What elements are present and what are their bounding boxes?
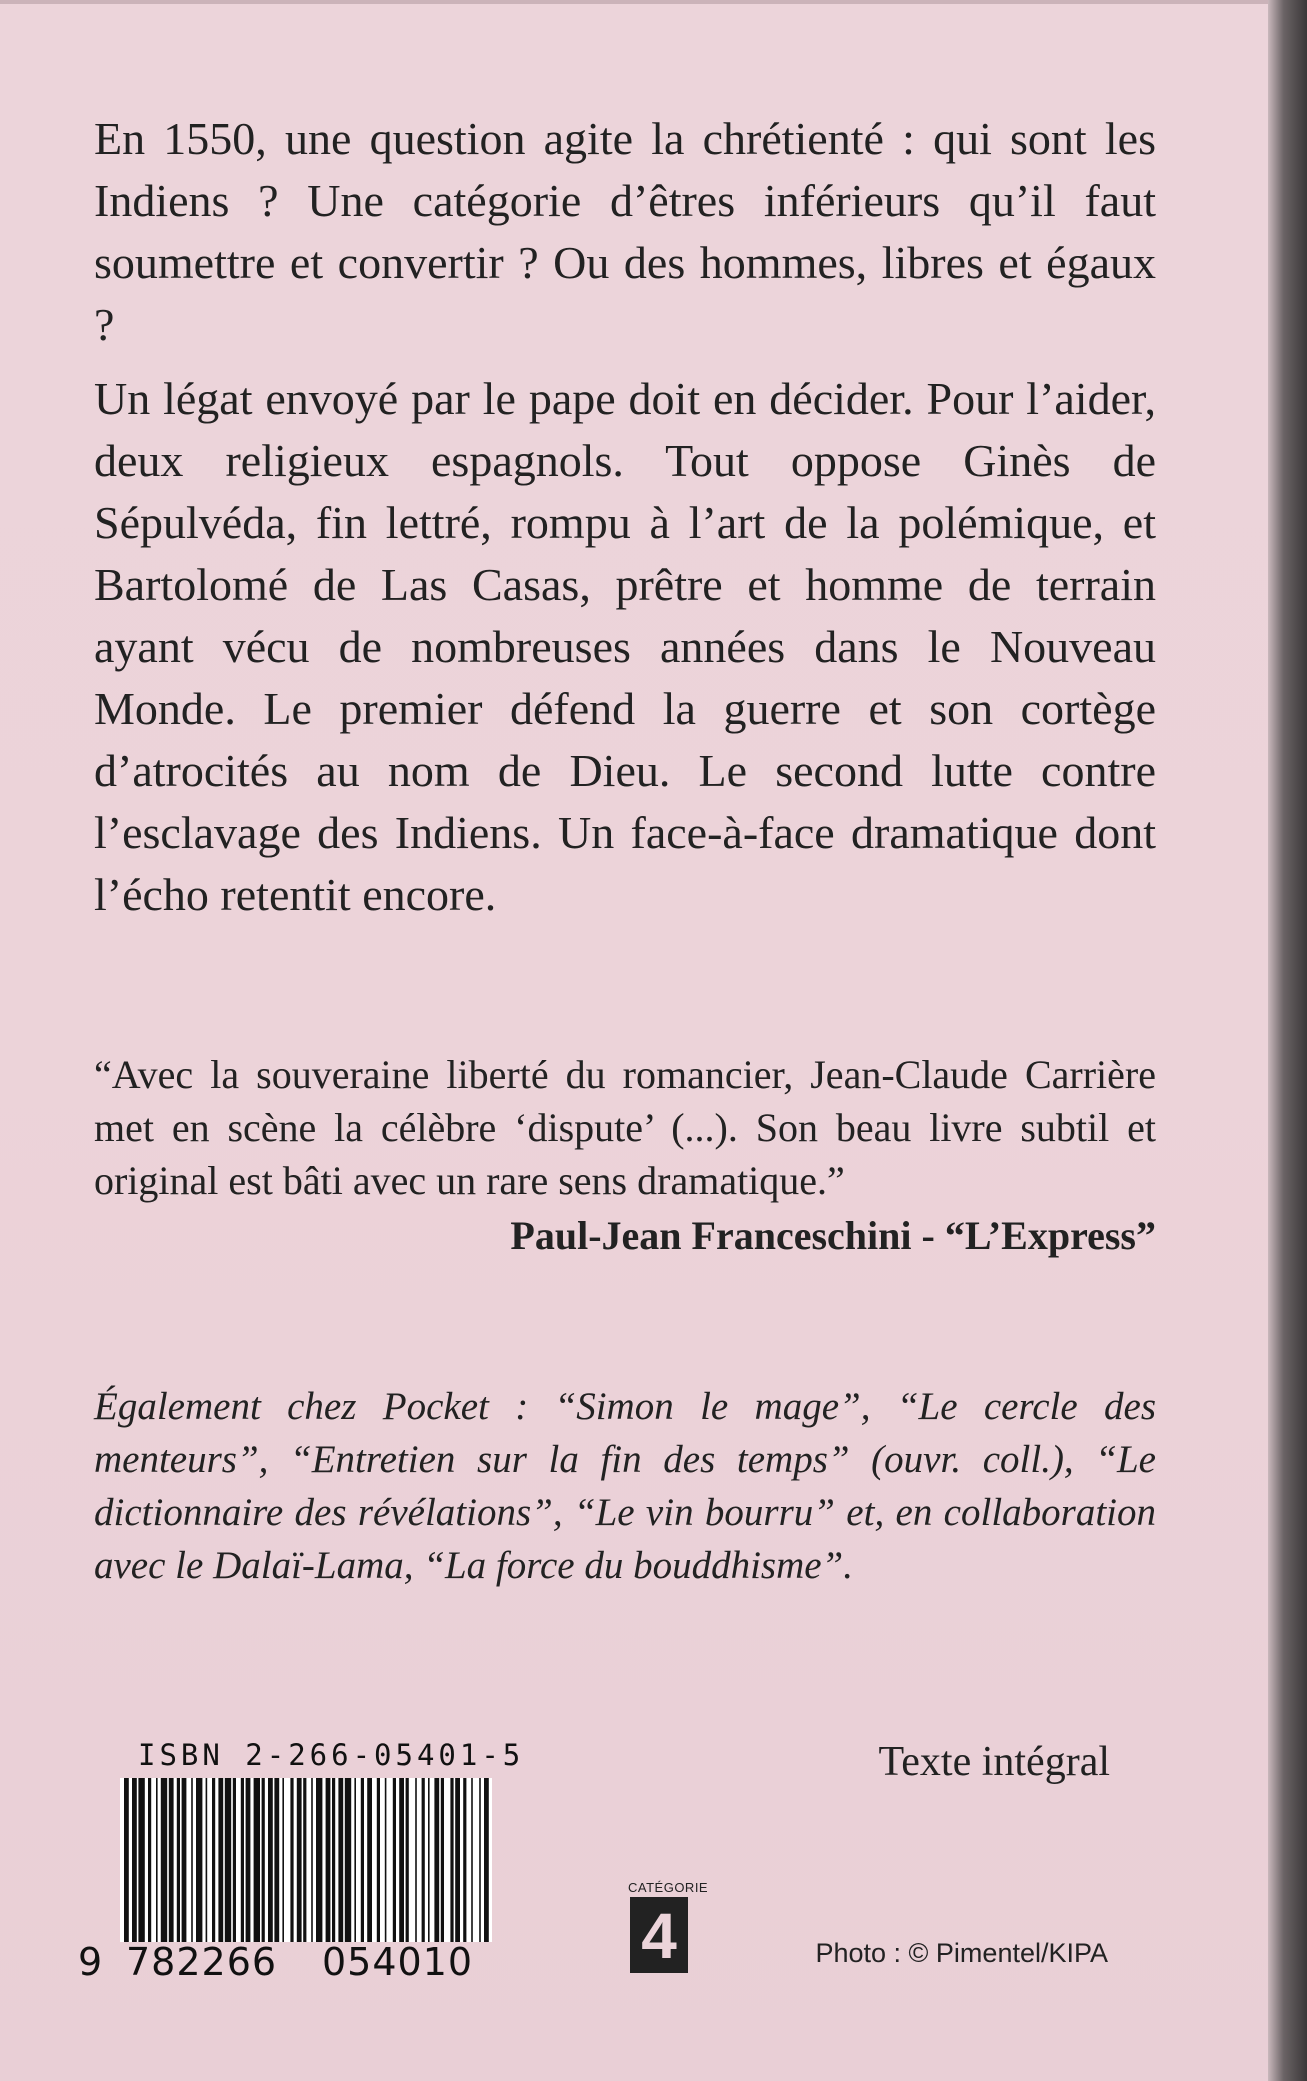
- barcode-bar: [326, 1778, 331, 1942]
- barcode-bar: [225, 1778, 231, 1942]
- barcode-bar: [338, 1778, 343, 1942]
- barcode-bar: [212, 1778, 215, 1942]
- barcode-bar: [191, 1778, 193, 1942]
- barcode-bar: [246, 1778, 251, 1942]
- barcode-bar: [124, 1778, 129, 1942]
- barcode-bar: [415, 1778, 417, 1942]
- barcode-bar: [156, 1778, 158, 1942]
- barcode-bar: [241, 1778, 244, 1942]
- barcode-bar: [479, 1778, 481, 1942]
- barcode-bar: [422, 1778, 425, 1942]
- barcode-bar: [303, 1778, 306, 1942]
- barcode-bar: [345, 1778, 351, 1942]
- barcode-bar: [148, 1778, 151, 1942]
- review-quote: “Avec la souveraine liberté du romancier, Jean-Claude Carrière met en scène la célèbre ‘dispute’ (...). Son beau livre subtil et original est bâti avec un rare sens dramatique.”: [94, 1052, 1156, 1203]
- also-by-author: [94, 1380, 1156, 1592]
- barcode-bar: [138, 1778, 144, 1942]
- barcode-bar: [206, 1778, 208, 1942]
- review-attribution: Paul-Jean Franceschini - “L’Express”: [510, 1213, 1156, 1258]
- barcode-bar: [455, 1778, 460, 1942]
- category-number: 4: [630, 1897, 688, 1973]
- also-text: Également chez Pocket : “Simon le mage”, “Le cercle des menteurs”, “Entretien sur la fin des temps” (ouvr. coll.), “Le dictionnaire des révélations”, “Le vin bourru” et, en collaboration avec le Dalaï-Lama, “La force du bouddhisme”.: [94, 1385, 1156, 1587]
- barcode-bar: [332, 1778, 335, 1942]
- barcode-bar: [218, 1778, 223, 1942]
- barcode-bar: [262, 1778, 265, 1942]
- barcode-bar: [385, 1778, 387, 1942]
- barcode-bar: [441, 1778, 444, 1942]
- barcode-digit-first: 9: [78, 1940, 103, 1984]
- barcode-bar: [399, 1778, 404, 1942]
- edition-label: Texte intégral: [878, 1739, 1110, 1785]
- barcode-digits-left: 782266: [126, 1940, 278, 1984]
- barcode-bar: [161, 1778, 167, 1942]
- barcode: [120, 1778, 492, 1942]
- barcode-bar: [297, 1778, 302, 1942]
- top-edge: [0, 0, 1268, 4]
- barcode-bar: [282, 1778, 284, 1942]
- barcode-bar: [471, 1778, 473, 1942]
- barcode-bar: [268, 1778, 273, 1942]
- barcode-bar: [196, 1778, 202, 1942]
- barcode-bar: [169, 1778, 174, 1942]
- barcode-bar: [132, 1778, 137, 1942]
- barcode-bar: [316, 1778, 322, 1942]
- barcode-bar: [274, 1778, 279, 1942]
- barcode-bar: [354, 1778, 356, 1942]
- barcode-bar: [434, 1778, 439, 1942]
- blurb-paragraph-2: Un légat envoyé par le pape doit en décider. Pour l’aider, deux religieux espagnols. Tout oppose Ginès de Sépulvéda, fin lettré, rompu à l’art de la polémique, et Bartolomé de Las Casas, prêtre et homme de terrain ayant vécu de nombreuses années dans le Nouveau Monde. Le premier défend la guerre et son cortège d’atrocités au nom de Dieu. Le second lutte contre l’esclavage des Indiens. Un face-à-face dramatique dont l’écho retentit encore.: [94, 373, 1156, 920]
- barcode-bar: [254, 1778, 260, 1942]
- barcode-bar: [406, 1778, 409, 1942]
- barcode-bars: [120, 1778, 492, 1942]
- press-review: [94, 1048, 1156, 1262]
- book-spine-edge: [1268, 0, 1307, 2081]
- category-badge: [628, 1880, 709, 1973]
- blurb: [94, 108, 1156, 938]
- barcode-bar: [177, 1778, 180, 1942]
- barcode-bar: [311, 1778, 313, 1942]
- category-label: CATÉGORIE: [628, 1880, 709, 1895]
- barcode-bar: [182, 1778, 187, 1942]
- barcode-bar: [361, 1778, 364, 1942]
- barcode-bar: [290, 1778, 293, 1942]
- photo-credit: Photo : © Pimentel/KIPA: [815, 1938, 1108, 1968]
- barcode-bar: [428, 1778, 430, 1942]
- barcode-bar: [367, 1778, 372, 1942]
- isbn-label: ISBN 2-266-05401-5: [138, 1738, 525, 1772]
- barcode-bar: [450, 1778, 453, 1942]
- barcode-bar: [393, 1778, 396, 1942]
- barcode-bar: [233, 1778, 236, 1942]
- barcode-bar: [463, 1778, 466, 1942]
- blurb-paragraph-1: En 1550, une question agite la chrétienté : qui sont les Indiens ? Une catégorie d’êtres inférieurs qu’il faut soumettre et convertir ? Ou des hommes, libres et égaux ?: [94, 113, 1156, 350]
- barcode-bar: [377, 1778, 380, 1942]
- barcode-digits-right: 054010: [322, 1940, 474, 1984]
- barcode-bar: [484, 1778, 489, 1942]
